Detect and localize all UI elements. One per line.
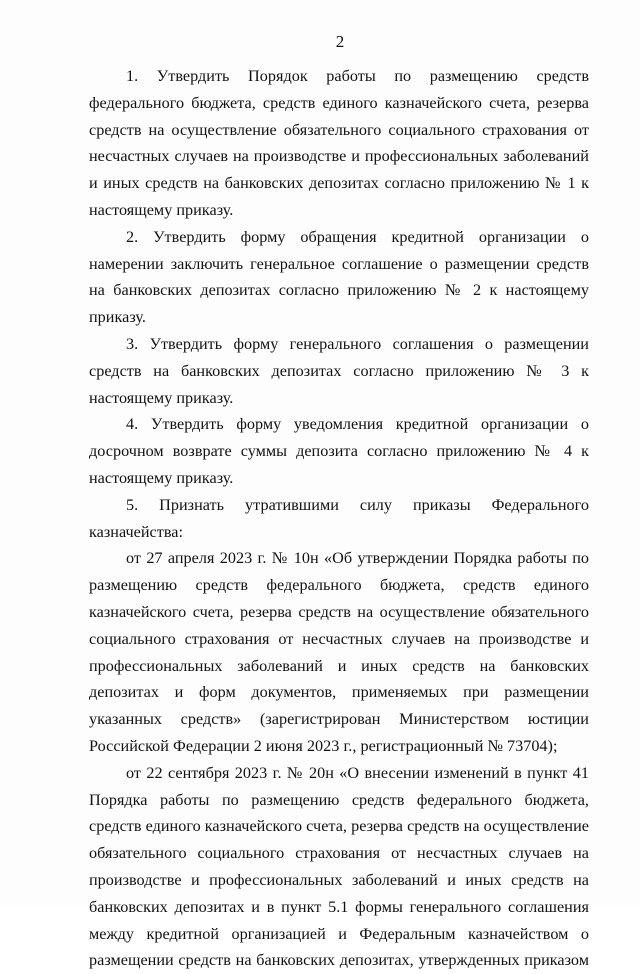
- paragraph-item-4: 4. Утвердить форму уведомления кредитной организации о досрочном возврате суммы депозита согласно приложению № 4 к настоящему приказу.: [89, 415, 589, 487]
- paragraph-item-3: 3. Утвердить форму генерального соглашения о размещении средств на банковских депозитах согласно приложению № 3 к настоящему приказу.: [89, 334, 589, 407]
- page-number: 2: [335, 32, 345, 51]
- paragraph-item-1: 1. Утвердить Порядок работы по размещению средств федерального бюджета, средств единого казначейского счета, резерва средств на осуществление обязательного социального страхования от несчастных случаев на производстве и профессиональных заболеваний и иных средств на банковских депозитах согласно приложению № 1 к настоящему приказу.: [89, 67, 589, 219]
- paragraph-item-5: 5. Признать утратившими силу приказы Федерального казначейства:: [89, 495, 589, 541]
- paragraph-item-2: 2. Утвердить форму обращения кредитной организации о намерении заключить генеральное соглашение о размещении средств на банковских депозитах согласно приложению № 2 к настоящему приказу.: [89, 227, 589, 327]
- paragraph-repealed-order-1: от 27 апреля 2023 г. № 10н «Об утверждении Порядка работы по размещению средств федерального бюджета, средств единого казначейского счета, резерва средств на осуществление обязательного социального страхования от несчастных случаев на производстве и профессиональных заболеваний и иных средств на банковских депозитах и форм документов, применяемых при размещении указанных средств» (зарегистрирован Министерством юстиции Российской Федерации 2 июня 2023 г., регистрационный № 73704);: [89, 549, 589, 755]
- document-body: [89, 63, 589, 974]
- paragraph-repealed-order-2: от 22 сентября 2023 г. № 20н «О внесении изменений в пункт 41 Порядка работы по размещению средств федерального бюджета, средств единого казначейского счета, резерва средств на осуществление обязательного социального страхования от несчастных случаев на производстве и профессиональных заболеваний и иных средств на банковских депозитах и в пункт 5.1 формы генерального соглашения между кредитной организацией и Федеральным казначейством о размещении средств на банковских депозитах, утвержденных приказом: [89, 763, 589, 970]
